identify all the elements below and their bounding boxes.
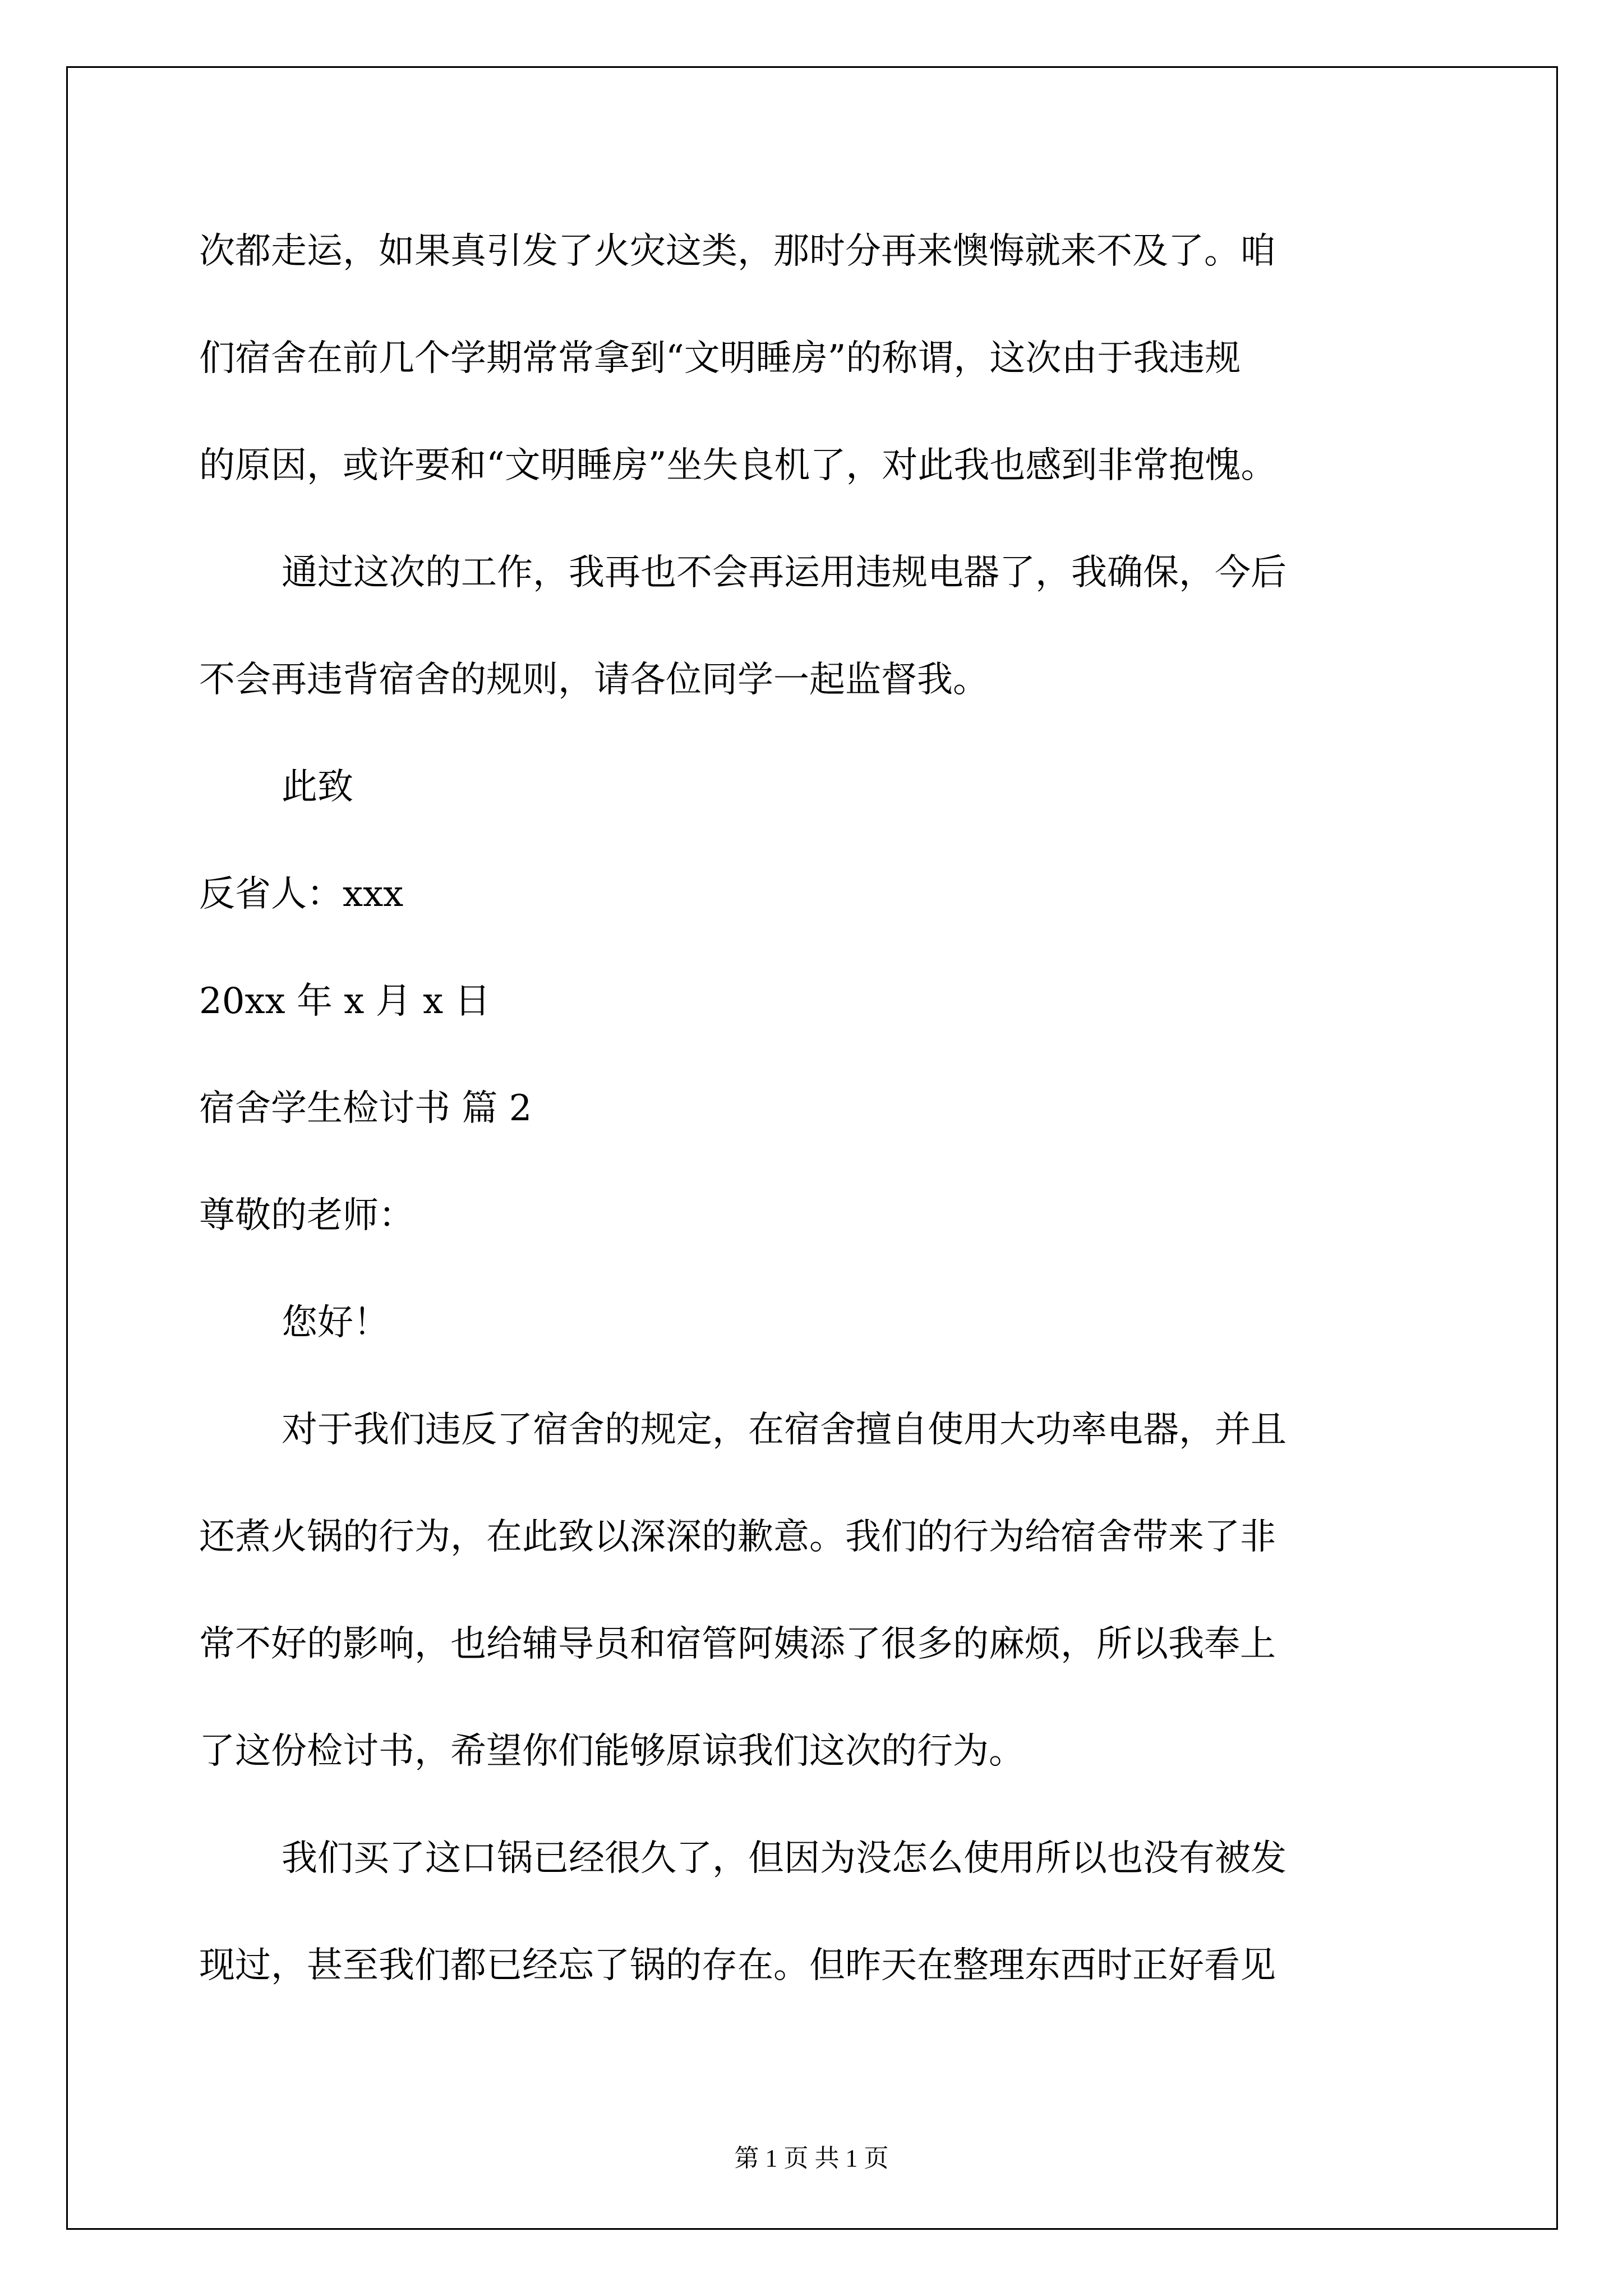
paragraph-start: 我们买了这口锅已经很久了，但因为没怎么使用所以也没有被发 <box>282 1838 1287 1879</box>
section-title: 宿舍学生检讨书 篇 2 <box>199 1088 532 1129</box>
signer: 反省人：xxx <box>199 873 404 915</box>
closing-salutation: 此致 <box>282 766 353 808</box>
text-line: 们宿舍在前几个学期常常拿到“文明睡房”的称谓，这次由于我违规 <box>199 338 1241 379</box>
text-line: 次都走运，如果真引发了火灾这类，那时分再来懊悔就来不及了。咱 <box>199 231 1276 272</box>
page-border <box>66 66 1558 2230</box>
text-line: 常不好的影响，也给辅导员和宿管阿姨添了很多的麻烦，所以我奉上 <box>199 1623 1276 1665</box>
greeting-addressee: 尊敬的老师： <box>199 1195 414 1236</box>
text-line: 不会再违背宿舍的规则，请各位同学一起监督我。 <box>199 659 989 701</box>
date-line: 20xx 年 x 月 x 日 <box>199 981 491 1022</box>
text-line: 现过，甚至我们都已经忘了锅的存在。但昨天在整理东西时正好看见 <box>199 1945 1276 1986</box>
greeting: 您好！ <box>282 1302 389 1343</box>
paragraph-start: 通过这次的工作，我再也不会再运用违规电器了，我确保，今后 <box>282 552 1287 593</box>
text-line: 了这份检讨书，希望你们能够原谅我们这次的行为。 <box>199 1731 1025 1772</box>
paragraph-start: 对于我们违反了宿舍的规定，在宿舍擅自使用大功率电器，并且 <box>282 1409 1287 1451</box>
page-footer: 第 1 页 共 1 页 <box>734 2145 889 2172</box>
text-line: 还煮火锅的行为，在此致以深深的歉意。我们的行为给宿舍带来了非 <box>199 1516 1276 1558</box>
text-line: 的原因，或许要和“文明睡房”坐失良机了，对此我也感到非常抱愧。 <box>199 445 1277 486</box>
